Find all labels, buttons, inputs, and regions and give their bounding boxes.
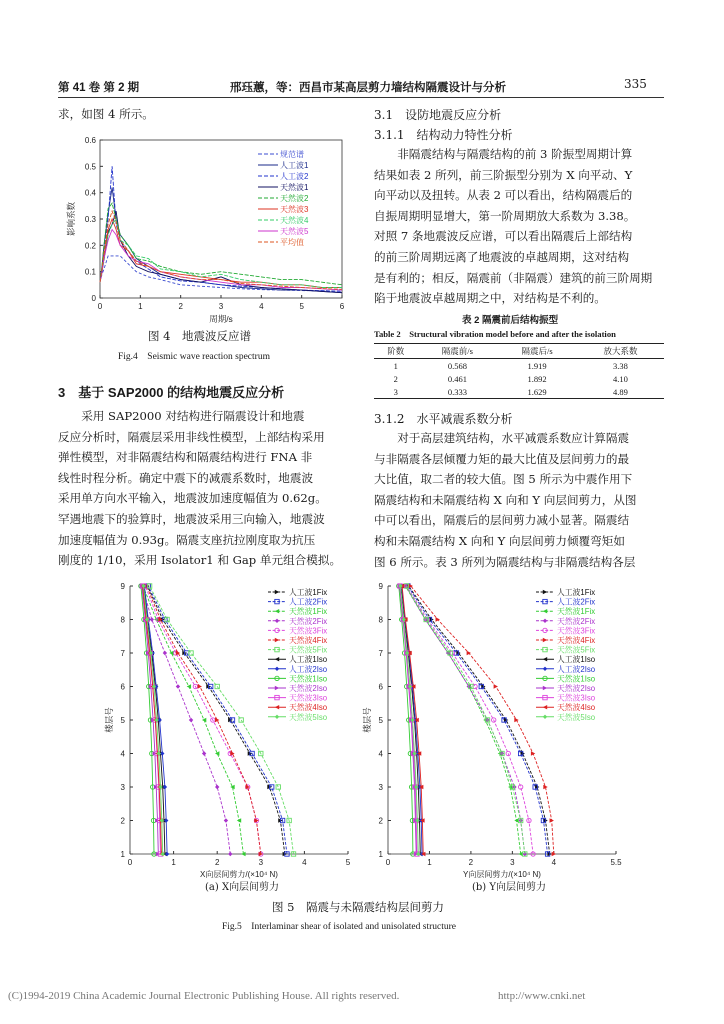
y-tick-label: 8 <box>378 615 383 625</box>
y-axis-label: 楼层号 <box>362 707 372 733</box>
y-tick-label: 3 <box>378 783 383 792</box>
running-title: 邢珏蕙，等：西昌市某高层剪力墙结构隔震设计与分析 <box>230 82 506 94</box>
section312-paragraph <box>374 428 637 572</box>
data-point <box>543 657 547 661</box>
data-point <box>543 705 547 709</box>
legend-label: 天然波3Fix <box>289 626 328 636</box>
legend-label: 人工波1 <box>280 161 309 170</box>
data-point <box>230 751 234 755</box>
fig5a-subcaption: (a) X向层间剪力 <box>205 882 280 893</box>
table-cell: 1 <box>393 360 398 371</box>
data-point <box>189 718 193 722</box>
table-cell: 0.333 <box>447 386 467 397</box>
x-tick-label: 5.5 <box>610 858 622 867</box>
table-header: 隔震前/s <box>441 346 473 356</box>
y-axis-label: 楼层号 <box>104 707 114 733</box>
y-tick-label: 7 <box>120 649 125 658</box>
table-row <box>374 359 664 373</box>
text-line: 大比值，取二者的较大值。图 5 所示为中震作用下 <box>374 472 633 487</box>
y-tick-label: 0 <box>91 294 96 303</box>
text-line: 非隔震结构与隔震结构的前 3 阶振型周期计算 <box>374 147 633 161</box>
y-tick-label: 3 <box>120 783 125 792</box>
page-number: 335 <box>624 77 647 91</box>
text-line: 采用单方向水平输入，地震波加速度幅值为 0.62g。 <box>58 491 327 506</box>
legend-label: 人工波1Fix <box>289 588 328 597</box>
data-point <box>543 686 547 690</box>
text-line: 自振周期明显增大，第一阶周期放大系数为 3.38。 <box>374 208 636 223</box>
data-point <box>275 590 279 594</box>
text-line: 构和未隔震结构 X 向和 Y 向层间剪力倾覆弯矩如 <box>374 533 625 548</box>
legend-label: 天然波5Iso <box>289 712 328 722</box>
data-point <box>436 617 440 621</box>
fig4-reaction-spectrum-chart <box>60 130 360 330</box>
table2-title-cn: 表 2 隔震前后结构振型 <box>462 315 559 326</box>
table2-title-en: Table 2 Structural vibration model before and after the isolation <box>374 329 616 339</box>
data-point <box>531 751 535 755</box>
text-line: 罕遇地震下的验算时，地震波采用三向输入，地震波 <box>58 511 325 526</box>
legend-label: 人工波1Fix <box>557 588 596 597</box>
y-tick-label: 5 <box>378 716 383 725</box>
x-tick-label: 3 <box>258 858 264 867</box>
x-tick-label: 1 <box>138 302 143 311</box>
table-cell: 1.892 <box>527 373 547 384</box>
fig5-caption-cn: 图 5 隔震与未隔震结构层间剪力 <box>272 900 444 914</box>
legend-label: 人工波2Fix <box>557 597 596 607</box>
series-line <box>150 586 294 854</box>
legend-label: 天然波5Fix <box>289 645 328 655</box>
series-line <box>408 586 548 854</box>
y-tick-label: 4 <box>378 749 383 759</box>
data-point <box>228 852 232 856</box>
legend-label: 天然波5Iso <box>557 712 596 722</box>
x-tick-label: 5 <box>345 858 351 867</box>
legend-label: 天然波4Iso <box>289 703 328 713</box>
table-cell: 3.38 <box>613 360 628 371</box>
text-line: 对于高层建筑结构，水平减震系数应计算隔震 <box>374 431 630 445</box>
data-point <box>275 657 279 661</box>
x-tick-label: 4 <box>302 858 307 867</box>
data-point <box>514 718 518 722</box>
text-line: 向平动以及扭转。从表 2 可以看出，结构隔震后的 <box>374 188 633 203</box>
text-line: 与非隔震各层倾覆力矩的最大比值及层间剪力的最 <box>374 451 630 466</box>
text-line: 弹性模型，对非隔震结构和隔震结构进行 FNA 非 <box>58 450 313 465</box>
series-line <box>411 586 554 854</box>
table-header: 放大系数 <box>603 346 638 356</box>
data-point <box>275 667 279 671</box>
data-point <box>543 667 547 671</box>
legend-label: 天然波1Iso <box>289 674 328 684</box>
x-tick-label: 0 <box>127 858 133 867</box>
x-axis-label: Y向层间剪力/(×10⁴ N) <box>463 870 541 879</box>
data-point <box>163 651 167 655</box>
y-tick-label: 0.5 <box>84 162 96 172</box>
x-tick-label: 2 <box>214 858 220 867</box>
data-point <box>165 852 169 856</box>
data-point <box>543 619 547 623</box>
data-point <box>202 751 206 755</box>
data-point <box>543 715 547 719</box>
table-cell: 4.89 <box>613 386 628 397</box>
legend-label: 天然波1Fix <box>557 607 596 617</box>
x-tick-label: 5 <box>299 302 304 311</box>
series-line <box>100 230 342 291</box>
legend-label: 天然波2Iso <box>557 684 596 693</box>
text-line: 刚度的 1/10，采用 Isolator1 和 Gap 单元组合模拟。 <box>58 553 342 568</box>
section31-title: 3.1 设防地震反应分析 <box>374 108 502 122</box>
legend-label: 天然波5Fix <box>557 645 596 655</box>
data-point <box>215 785 219 789</box>
data-point <box>187 684 191 688</box>
x-tick-label: 2 <box>178 302 183 311</box>
data-point <box>275 609 279 613</box>
text-line: 图 6 所示。表 3 所列为隔震结构与非隔震结构各层 <box>374 554 636 569</box>
data-point <box>275 705 279 709</box>
fig4-caption-en: Fig.4 Seismic wave reaction spectrum <box>118 352 270 362</box>
legend-label: 天然波2Fix <box>557 616 596 626</box>
text-line: 反应分析时，隔震层采用非线性模型，上部结构采用 <box>58 429 325 444</box>
data-point <box>215 751 219 755</box>
y-tick-label: 6 <box>120 682 125 692</box>
data-point <box>543 609 547 613</box>
y-tick-label: 2 <box>120 816 125 826</box>
y-tick-label: 9 <box>378 582 383 591</box>
x-tick-label: 2 <box>468 858 474 867</box>
y-axis-label: 影响系数 <box>66 201 76 237</box>
x-tick-label: 3 <box>218 302 224 311</box>
y-tick-label: 7 <box>378 649 383 658</box>
legend-label: 天然波4Iso <box>557 703 596 713</box>
fig5-caption-en: Fig.5 Interlaminar shear of isolated and unisolated structure <box>222 922 457 932</box>
table-cell: 4.10 <box>613 373 628 384</box>
x-axis-label: 周期/s <box>209 314 233 324</box>
legend-label: 规范谱 <box>280 150 304 159</box>
table-cell: 0.461 <box>447 373 467 384</box>
table-cell: 2 <box>393 373 398 384</box>
legend-label: 人工波2Iso <box>289 664 328 674</box>
x-tick-label: 0 <box>97 302 103 311</box>
legend-label: 人工波2Iso <box>557 664 596 674</box>
section312-title: 3.1.2 水平减震系数分析 <box>374 412 513 426</box>
data-point <box>275 638 279 642</box>
data-point <box>163 785 167 789</box>
x-tick-label: 6 <box>339 302 345 311</box>
table-row <box>374 372 664 385</box>
table-header: 阶数 <box>387 346 405 356</box>
y-tick-label: 1 <box>378 850 383 859</box>
data-point <box>275 715 279 719</box>
text-line: 陷于地震波卓越周期之中，对结构是不利的。 <box>374 291 606 306</box>
data-point <box>494 684 498 688</box>
data-point <box>275 619 279 623</box>
footer-copyright: (C)1994-2019 China Academic Journal Electronic Publishing House. All rights reserved. <box>8 990 400 1002</box>
table-cell: 0.568 <box>447 360 467 371</box>
table-cell: 3 <box>393 386 398 397</box>
data-point <box>275 686 279 690</box>
text-line: 是有利的；相反，隔震前（非隔震）建筑的前三阶周期 <box>374 270 653 285</box>
data-point <box>215 718 219 722</box>
legend-label: 天然波1 <box>280 183 309 192</box>
y-tick-label: 0.6 <box>84 136 96 145</box>
legend-label: 天然波4Fix <box>289 636 328 645</box>
series-line <box>405 586 520 854</box>
footer-url[interactable]: http://www.cnki.net <box>498 990 586 1002</box>
y-tick-label: 0.3 <box>84 215 96 224</box>
x-tick-label: 1 <box>171 858 176 867</box>
text-line: 线性时程分析。确定中震下的减震系数时，地震波 <box>58 470 314 485</box>
data-point <box>169 651 173 655</box>
fig5a-x-shear-chart <box>100 580 358 892</box>
legend-label: 天然波3 <box>280 205 309 214</box>
legend-label: 天然波3Fix <box>557 626 596 636</box>
y-tick-label: 1 <box>120 850 125 859</box>
legend-label: 人工波1Iso <box>557 655 596 665</box>
legend-label: 天然波3Iso <box>289 693 328 703</box>
text-line: 对照 7 条地震波反应谱，可以看出隔震后上部结构 <box>374 229 633 244</box>
y-tick-label: 5 <box>120 716 125 725</box>
section311-title: 3.1.1 结构动力特性分析 <box>374 128 513 142</box>
legend-label: 人工波1Iso <box>289 655 328 665</box>
y-tick-label: 2 <box>378 816 383 826</box>
journal-volume: 第 41 卷 第 2 期 <box>58 82 140 94</box>
section3-title: 3 基于 SAP2000 的结构地震反应分析 <box>58 385 285 400</box>
data-point <box>224 818 228 822</box>
x-tick-label: 0 <box>385 858 391 867</box>
data-point <box>543 590 547 594</box>
data-point <box>198 684 202 688</box>
x-tick-label: 3 <box>510 858 515 867</box>
y-tick-label: 0.4 <box>84 188 96 198</box>
fig4-caption-cn: 图 4 地震波反应谱 <box>148 329 251 343</box>
x-tick-label: 4 <box>259 302 264 311</box>
section311-paragraph <box>374 144 652 309</box>
legend-label: 天然波4Fix <box>557 636 596 645</box>
y-tick-label: 9 <box>120 582 125 591</box>
data-point <box>543 638 547 642</box>
y-tick-label: 4 <box>120 749 125 759</box>
legend-label: 天然波1Iso <box>557 674 596 684</box>
x-tick-label: 4 <box>551 858 557 867</box>
table-row <box>374 385 664 399</box>
y-tick-label: 0.2 <box>84 241 96 251</box>
legend-label: 天然波4 <box>280 216 309 225</box>
legend-label: 天然波2Fix <box>289 616 328 626</box>
table-cell: 1.629 <box>527 386 547 397</box>
section3-paragraph <box>58 406 341 571</box>
legend-label: 天然波2Iso <box>289 684 328 693</box>
text-line: 中可以看出，隔震后的层间剪力减小显著。隔震结 <box>374 513 630 528</box>
text-line: 隔震结构和未隔震结构 X 向和 Y 向层间剪力，从图 <box>374 492 637 507</box>
x-tick-label: 1 <box>427 858 432 867</box>
series-line <box>407 586 533 854</box>
fig5b-y-shear-chart <box>358 580 630 892</box>
table-header: 隔震后/s <box>521 346 553 356</box>
text-line: 采用 SAP2000 对结构进行隔震设计和地震 <box>58 409 305 423</box>
legend-label: 天然波1Fix <box>289 607 328 617</box>
legend-label: 天然波3Iso <box>557 693 596 703</box>
y-tick-label: 6 <box>378 682 383 692</box>
legend-label: 人工波2 <box>280 172 309 181</box>
legend-label: 天然波5 <box>280 227 309 236</box>
data-point <box>202 718 206 722</box>
data-point <box>176 684 180 688</box>
table2 <box>374 343 664 399</box>
legend-label: 人工波2Fix <box>289 597 328 607</box>
data-point <box>164 818 168 822</box>
y-tick-label: 8 <box>120 615 125 625</box>
table-cell: 1.919 <box>527 360 547 371</box>
text-line: 加速度幅值为 0.93g。隔震支座抗拉刚度取为抗压 <box>58 532 316 547</box>
intro-line: 求，如图 4 所示。 <box>58 107 154 121</box>
text-line: 的前三阶周期远离了地震波的卓越周期，这对结构 <box>374 249 630 264</box>
legend-label: 平均值 <box>280 238 304 247</box>
fig5b-subcaption: (b) Y向层间剪力 <box>472 882 546 893</box>
legend-label: 天然波2 <box>280 194 309 203</box>
x-axis-label: X向层间剪力/(×10⁴ N) <box>200 870 278 879</box>
y-tick-label: 0.1 <box>84 267 96 277</box>
header-rule <box>58 97 664 98</box>
text-line: 结果如表 2 所列，前三阶振型分别为 X 向平动、Y <box>374 167 633 182</box>
